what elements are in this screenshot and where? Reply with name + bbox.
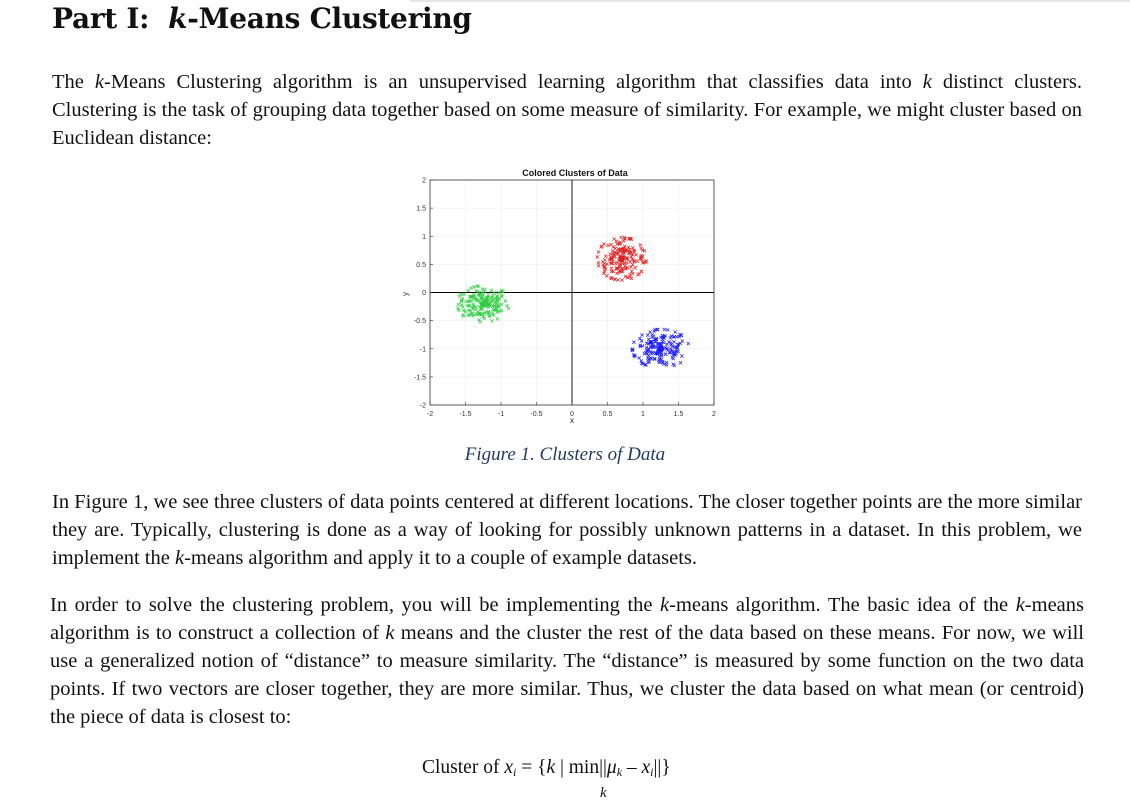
x-tick-label: 1 bbox=[641, 411, 645, 418]
data-point bbox=[597, 264, 600, 267]
data-point bbox=[680, 354, 683, 357]
x-tick-label: -0.5 bbox=[530, 411, 543, 418]
x-tick-label: 0.5 bbox=[602, 411, 613, 418]
data-point bbox=[505, 304, 508, 307]
formula-under-k: k bbox=[600, 785, 607, 801]
y-tick-label: -2 bbox=[419, 402, 426, 410]
explanation-paragraph bbox=[52, 488, 1082, 572]
section-heading bbox=[52, 2, 472, 35]
data-point bbox=[613, 237, 616, 240]
data-point bbox=[671, 344, 674, 347]
data-point bbox=[491, 294, 494, 297]
figure-caption: Figure 1. Clusters of Data bbox=[464, 444, 666, 465]
data-point bbox=[496, 317, 499, 320]
x-tick-label: 0 bbox=[570, 411, 574, 418]
cluster-centroid bbox=[619, 256, 625, 262]
formula-eq: = { bbox=[516, 757, 547, 778]
data-point bbox=[636, 273, 639, 276]
data-point bbox=[507, 307, 510, 310]
data-point bbox=[665, 343, 668, 346]
formula-x2: x bbox=[641, 757, 651, 778]
y-tick-label: 2 bbox=[422, 177, 426, 185]
cluster-centroid bbox=[480, 301, 486, 307]
chart-points bbox=[456, 236, 690, 367]
data-point bbox=[679, 361, 682, 364]
data-point bbox=[604, 255, 607, 258]
data-point bbox=[606, 244, 609, 247]
data-point bbox=[674, 330, 677, 333]
text-run: -means algorithm. The basic idea of the bbox=[669, 594, 1016, 616]
data-point bbox=[665, 363, 668, 366]
cluster-formula bbox=[422, 757, 671, 780]
data-point bbox=[663, 328, 666, 331]
data-point bbox=[468, 313, 471, 316]
y-tick-label: 0.5 bbox=[416, 261, 426, 269]
data-point bbox=[504, 299, 507, 302]
intro-paragraph bbox=[52, 68, 1082, 152]
data-point bbox=[657, 359, 660, 362]
data-point bbox=[468, 305, 471, 308]
data-point bbox=[673, 364, 676, 367]
formula-mu: μ bbox=[606, 757, 617, 778]
italic-k: k bbox=[1015, 594, 1025, 616]
data-point bbox=[634, 253, 637, 256]
x-tick-label: -1 bbox=[497, 411, 505, 418]
formula-end: ||} bbox=[653, 757, 671, 778]
data-point bbox=[472, 285, 475, 288]
x-tick-label: -1.5 bbox=[459, 411, 472, 418]
data-point bbox=[596, 255, 599, 258]
data-point bbox=[464, 300, 467, 303]
y-tick-label: 1 bbox=[422, 233, 426, 241]
data-point bbox=[617, 278, 620, 281]
text-run: In order to solve the clustering problem, you will be implementing the bbox=[50, 594, 661, 616]
formula-sub-i2: i bbox=[650, 765, 654, 779]
chart-axes bbox=[430, 180, 714, 405]
data-point bbox=[610, 270, 613, 273]
data-point bbox=[597, 261, 600, 264]
text-run: -Means Clustering algorithm is an unsupervised learning algorithm that classifies data into bbox=[104, 71, 923, 93]
data-point bbox=[597, 250, 600, 253]
heading-part: Part I: bbox=[52, 2, 150, 35]
data-point bbox=[469, 286, 472, 289]
data-point bbox=[610, 243, 613, 246]
data-point bbox=[483, 317, 486, 320]
x-axis-label: x bbox=[570, 416, 574, 425]
italic-k: k bbox=[385, 622, 395, 644]
italic-k: k bbox=[660, 594, 670, 616]
data-point bbox=[605, 274, 608, 277]
y-tick-label: -1.5 bbox=[413, 374, 426, 382]
heading-rest: -Means Clustering bbox=[187, 2, 472, 35]
formula-k: k bbox=[546, 757, 556, 778]
data-point bbox=[640, 360, 643, 363]
data-point bbox=[638, 356, 641, 359]
data-point bbox=[475, 285, 478, 288]
heading-k: k bbox=[168, 2, 188, 35]
cluster-centroid bbox=[658, 346, 664, 352]
italic-k: k bbox=[94, 71, 104, 93]
data-point bbox=[620, 278, 623, 281]
scatter-chart bbox=[390, 160, 730, 430]
data-point bbox=[639, 243, 642, 246]
data-point bbox=[614, 247, 617, 250]
data-point bbox=[672, 340, 675, 343]
y-tick-label: 1.5 bbox=[416, 205, 426, 213]
formula-lead: Cluster of bbox=[422, 757, 505, 778]
formula-sub-k: k bbox=[616, 765, 623, 779]
text-run: In Figure 1, we see three clusters of data points centered at different locations. The closer together points are the more similar they are. Typically, clustering is done as a way of looking for possibly unknown patterns in a dataset. In this problem, we implement the bbox=[52, 491, 1082, 569]
text-run: -means algorithm and apply it to a couple of example datasets. bbox=[184, 547, 698, 569]
formula-min: | min|| bbox=[555, 757, 607, 778]
x-tick-label: 1.5 bbox=[673, 411, 684, 418]
data-point bbox=[609, 253, 612, 256]
cluster-figure bbox=[390, 160, 730, 430]
formula-minus: – bbox=[622, 757, 642, 778]
data-point bbox=[647, 354, 650, 357]
data-point bbox=[601, 260, 604, 263]
data-point bbox=[610, 267, 613, 270]
y-tick-label: -1 bbox=[419, 346, 426, 354]
data-point bbox=[666, 328, 669, 331]
y-axis-label: y bbox=[401, 292, 410, 296]
y-tick-label: -0.5 bbox=[413, 318, 426, 326]
data-point bbox=[462, 314, 465, 317]
data-point bbox=[636, 260, 639, 263]
chart-title: Colored Clusters of Data bbox=[522, 168, 628, 178]
data-point bbox=[651, 333, 654, 336]
chart-ticks bbox=[414, 178, 716, 419]
data-point bbox=[687, 342, 690, 345]
x-tick-label: -2 bbox=[426, 411, 434, 418]
data-point bbox=[634, 266, 637, 269]
data-point bbox=[458, 294, 461, 297]
formula-x: x bbox=[504, 757, 513, 778]
text-run: -means algorithm is to construct a collection of bbox=[50, 594, 1084, 644]
data-point bbox=[457, 303, 460, 306]
y-tick-label: 0 bbox=[422, 290, 426, 297]
italic-k: k bbox=[922, 71, 932, 93]
data-point bbox=[487, 293, 490, 296]
data-point bbox=[616, 242, 619, 245]
data-point bbox=[462, 293, 465, 296]
x-tick-label: 2 bbox=[712, 411, 716, 418]
formula-sub-i: i bbox=[512, 765, 517, 779]
top-border bbox=[410, 0, 1130, 2]
text-run: The bbox=[52, 71, 95, 93]
data-point bbox=[632, 341, 635, 344]
data-point bbox=[638, 337, 641, 340]
italic-k: k bbox=[174, 547, 185, 569]
data-point bbox=[613, 278, 616, 281]
data-point bbox=[664, 353, 667, 356]
text-run: means and the cluster the rest of the data based on these means. For now, we will use a generalized notion of “distance” to measure similarity. The “distance” is measured by some function on the two data points. If two vectors are closer together, they are more similar. Thus, we cluster the data based on what mean (or centroid) the piece of data is closest to: bbox=[50, 622, 1084, 728]
method-paragraph bbox=[50, 591, 1084, 731]
data-point bbox=[672, 357, 675, 360]
text-run: distinct clusters. Clustering is the task of grouping data together based on some measure of similarity. For example, we might cluster based on Euclidean distance: bbox=[52, 71, 1083, 149]
